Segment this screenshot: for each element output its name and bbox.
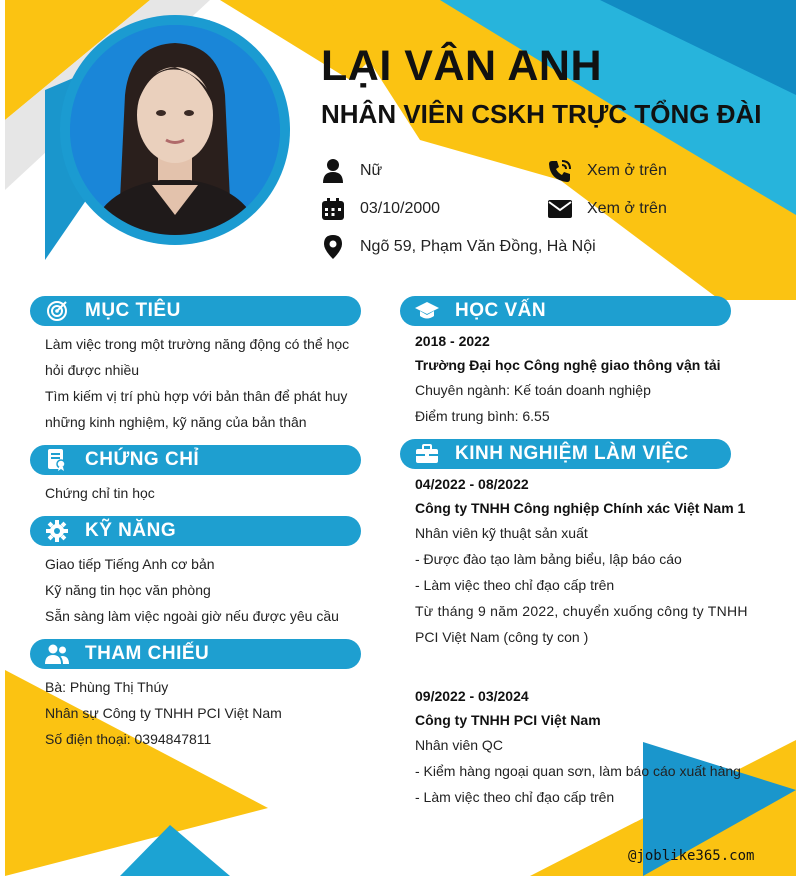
certificates-title: CHỨNG CHỈ bbox=[85, 449, 200, 470]
references-header bbox=[30, 639, 361, 669]
phone-icon bbox=[547, 158, 573, 184]
address-value: Ngõ 59, Phạm Văn Đồng, Hà Nội bbox=[360, 238, 596, 255]
phone-row bbox=[547, 158, 667, 184]
job-period: 09/2022 - 03/2024 bbox=[415, 688, 529, 704]
location-pin-icon bbox=[320, 234, 346, 260]
watermark: @joblike365.com bbox=[628, 848, 755, 864]
gear-icon bbox=[44, 518, 70, 544]
objective-line: hỏi được nhiều bbox=[45, 362, 140, 378]
birthday-value: 03/10/2000 bbox=[360, 200, 441, 217]
education-title: HỌC VẤN bbox=[455, 300, 547, 321]
job-line: Nhân viên kỹ thuật sản xuất bbox=[415, 525, 588, 541]
job-company: Công ty TNHH PCI Việt Nam bbox=[415, 712, 601, 728]
references-text bbox=[45, 674, 282, 752]
education-gpa: Điểm trung bình: 6.55 bbox=[415, 408, 550, 424]
skills-text bbox=[45, 551, 339, 629]
experience-job-2-details bbox=[415, 732, 741, 810]
certificates-header bbox=[30, 445, 361, 475]
gender-row bbox=[320, 158, 382, 184]
education-period: 2018 - 2022 bbox=[415, 333, 490, 349]
email-row bbox=[547, 196, 667, 222]
reference-line: Số điện thoại: 0394847811 bbox=[45, 731, 212, 747]
experience-title: KINH NGHIỆM LÀM VIỆC bbox=[455, 443, 689, 464]
job-line: Nhân viên QC bbox=[415, 737, 503, 753]
education-text bbox=[415, 329, 721, 429]
email-value: Xem ở trên bbox=[587, 200, 667, 217]
job-company: Công ty TNHH Công nghiệp Chính xác Việt Nam 1 bbox=[415, 500, 746, 516]
certificates-text bbox=[45, 480, 155, 506]
person-icon bbox=[320, 158, 346, 184]
graduation-cap-icon bbox=[414, 298, 440, 324]
education-school: Trường Đại học Công nghệ giao thông vận tải bbox=[415, 357, 721, 373]
experience-job-1 bbox=[415, 472, 745, 520]
objective-line: những kinh nghiệm, kỹ năng của bản thân bbox=[45, 414, 307, 430]
job-title: NHÂN VIÊN CSKH TRỰC TỔNG ĐÀI bbox=[321, 99, 762, 129]
skill-line: Kỹ năng tin học văn phòng bbox=[45, 582, 211, 598]
skills-title: KỸ NĂNG bbox=[85, 520, 177, 541]
job-line: - Làm việc theo chỉ đạo cấp trên bbox=[415, 789, 615, 805]
reference-line: Nhân sự Công ty TNHH PCI Việt Nam bbox=[45, 705, 282, 721]
objective-header bbox=[30, 296, 361, 326]
references-title: THAM CHIẾU bbox=[85, 643, 210, 664]
job-line: PCI Việt Nam (công ty con ) bbox=[415, 629, 589, 645]
gender-value: Nữ bbox=[360, 162, 383, 179]
avatar bbox=[70, 25, 280, 235]
objective-line: Tìm kiếm vị trí phù hợp với bản thân để phát huy bbox=[45, 388, 348, 404]
skill-line: Sẵn sàng làm việc ngoài giờ nếu được yêu cầu bbox=[45, 608, 339, 624]
objective-title: MỤC TIÊU bbox=[85, 300, 181, 321]
skill-line: Giao tiếp Tiếng Anh cơ bản bbox=[45, 556, 215, 572]
experience-job-2 bbox=[415, 684, 601, 732]
envelope-icon bbox=[547, 196, 573, 222]
job-line: Từ tháng 9 năm 2022, chuyển xuống công ty TNHH bbox=[415, 603, 748, 619]
phone-value: Xem ở trên bbox=[587, 162, 667, 179]
certificate-line: Chứng chỉ tin học bbox=[45, 485, 155, 501]
address-row bbox=[320, 234, 596, 260]
job-line: - Được đào tạo làm bảng biểu, lập báo cáo bbox=[415, 551, 682, 567]
candidate-name: LẠI VÂN ANH bbox=[321, 42, 603, 90]
calendar-icon bbox=[320, 196, 346, 222]
birthday-row bbox=[320, 196, 440, 222]
reference-line: Bà: Phùng Thị Thúy bbox=[45, 679, 169, 695]
education-major: Chuyên ngành: Kế toán doanh nghiệp bbox=[415, 382, 651, 398]
experience-header bbox=[400, 439, 731, 469]
users-icon bbox=[44, 641, 70, 667]
objective-line: Làm việc trong một trường năng động có thể học bbox=[45, 336, 350, 352]
objective-text bbox=[45, 331, 349, 435]
job-line: - Kiểm hàng ngoại quan sơn, làm báo cáo xuất hàng bbox=[415, 763, 741, 779]
education-header bbox=[400, 296, 731, 326]
job-line: - Làm việc theo chỉ đạo cấp trên bbox=[415, 577, 615, 593]
briefcase-icon bbox=[414, 441, 440, 467]
certificate-icon bbox=[44, 447, 70, 473]
experience-job-1-details bbox=[415, 520, 748, 650]
target-icon bbox=[44, 298, 70, 324]
skills-header bbox=[30, 516, 361, 546]
job-period: 04/2022 - 08/2022 bbox=[415, 476, 529, 492]
